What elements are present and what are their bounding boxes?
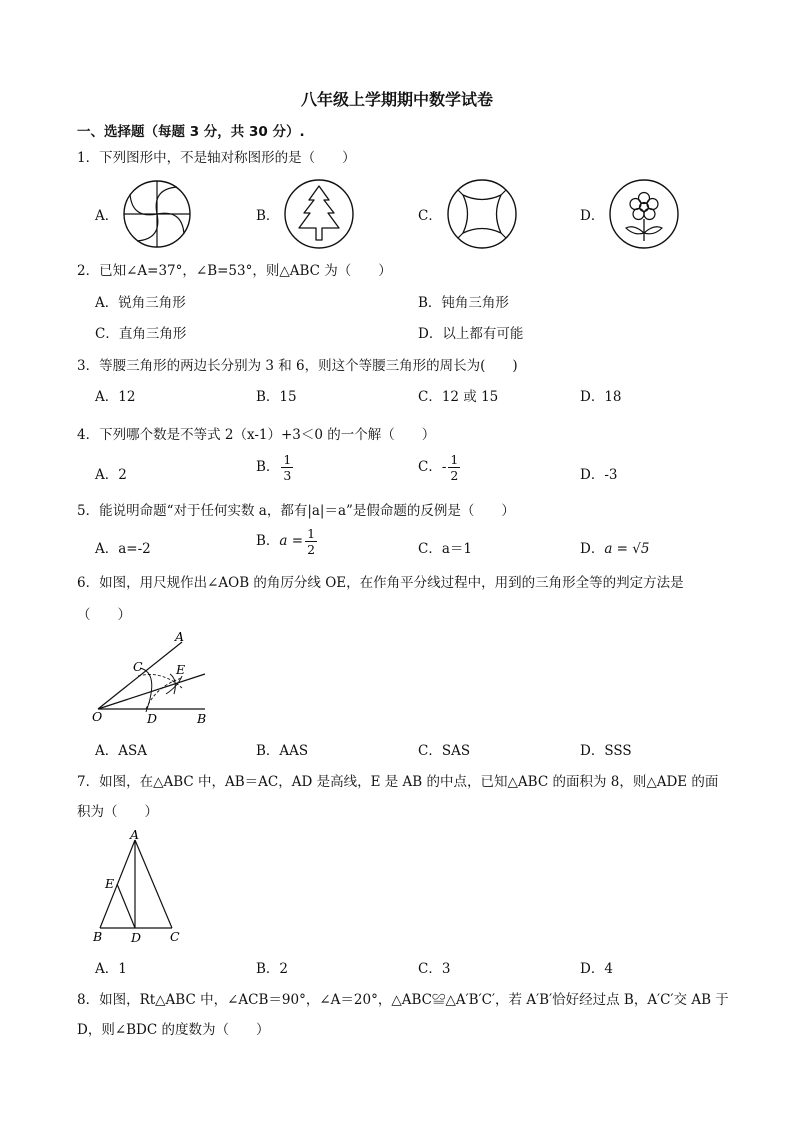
numerator: 1 (283, 452, 292, 467)
q1-option-b: B． (256, 208, 280, 224)
label-a: A (130, 827, 140, 842)
pinwheel-circle-figure (122, 179, 192, 249)
page-title: 八年级上学期期中数学试卷 (300, 90, 493, 109)
q2-option-d: D．以上都有可能 (418, 326, 524, 342)
question-6-paren: （ ） (77, 607, 131, 623)
q4-option-c (418, 452, 460, 483)
label-b: B (197, 711, 207, 726)
label-a: A (175, 629, 185, 644)
question-8: 8．如图，Rt△ABC 中，∠ACB＝90°，∠A＝20°，△ABC≌△A′B′C′，若 A′B′恰好经过点 B，A′C′交 AB 于 (77, 992, 729, 1008)
q3-option-b: B．15 (256, 389, 297, 405)
q3-option-c: C．12 或 15 (418, 389, 499, 405)
question-6: 6．如图，用尺规作出∠AOB 的角厉分线 OE，在作角平分线过程中，用到的三角形全等的判定方法是 (77, 575, 684, 591)
label-b: B (93, 929, 103, 944)
numerator: 1 (450, 452, 459, 467)
q5-option-c: C．a＝1 (418, 541, 472, 557)
q6-option-a: A．ASA (95, 743, 147, 759)
triangle-abc-figure (90, 828, 190, 948)
question-1: 1．下列图形中，不是轴对称图形的是（ ） (77, 150, 356, 166)
denominator: 2 (450, 468, 459, 483)
q1-option-a: A． (95, 208, 119, 224)
label-e: E (176, 662, 186, 677)
q4-option-b (256, 452, 293, 483)
angle-bisector-figure (90, 628, 220, 728)
q5-option-b-prefix: B． (256, 533, 280, 549)
question-3: 3．等腰三角形的两边长分别为 3 和 6，则这个等腰三角形的周长为( ) (77, 358, 518, 374)
q3-option-a: A．12 (95, 389, 136, 405)
fraction (281, 452, 293, 483)
label-d: D (147, 711, 158, 726)
q4-option-c-prefix: C．- (418, 459, 447, 475)
q5-option-a: A．a=-2 (95, 541, 151, 557)
label-e: E (105, 876, 115, 891)
q4-option-d: D．-3 (580, 467, 618, 483)
q5-option-d-prefix: D． (580, 541, 605, 557)
q7-option-d: D．4 (580, 961, 613, 977)
concave-square-circle-figure (446, 178, 518, 250)
question-8-line2: D，则∠BDC 的度数为（ ） (77, 1022, 270, 1038)
flower-circle-figure (608, 178, 680, 250)
question-7: 7．如图，在△ABC 中，AB＝AC，AD 是高线，E 是 AB 的中点，已知△ABC 的面积为 8，则△ADE 的面 (77, 774, 719, 790)
section-heading: 一、选择题（每题 3 分，共 30 分）. (77, 124, 305, 140)
question-7-line2: 积为（ ） (77, 804, 158, 820)
numerator: 1 (307, 526, 316, 541)
q6-option-c: C．SAS (418, 743, 471, 759)
tree-circle-figure (283, 178, 355, 250)
label-c: C (133, 659, 143, 674)
q7-option-c: C．3 (418, 961, 451, 977)
q1-option-d: D． (580, 208, 605, 224)
q2-option-b: B．钝角三角形 (418, 295, 509, 311)
q4-option-b-prefix: B． (256, 459, 280, 475)
label-o: O (92, 709, 103, 724)
denominator: 2 (307, 542, 316, 557)
q3-option-d: D．18 (580, 389, 622, 405)
fraction (305, 526, 317, 557)
question-4: 4．下列哪个数是不等式 2（x-1）+3＜0 的一个解（ ） (77, 427, 436, 443)
q6-option-b: B．AAS (256, 743, 309, 759)
q5-option-d (580, 537, 649, 557)
fraction (448, 452, 460, 483)
q4-option-a: A．2 (95, 467, 127, 483)
label-c: C (170, 929, 180, 944)
q2-option-a: A．锐角三角形 (95, 295, 186, 311)
q7-option-a: A．1 (95, 961, 127, 977)
question-2: 2．已知∠A=37°，∠B=53°，则△ABC 为（ ） (77, 263, 392, 279)
q1-option-c: C． (418, 208, 442, 224)
q5-option-b (256, 526, 317, 557)
q2-option-c: C．直角三角形 (95, 326, 187, 342)
q7-option-b: B．2 (256, 961, 289, 977)
label-d: D (131, 930, 142, 945)
sqrt-expression: a = √5 (604, 541, 650, 557)
question-5: 5．能说明命题“对于任何实数 a，都有|a|＝a”是假命题的反例是（ ） (77, 503, 515, 519)
variable: a = (279, 533, 304, 549)
q6-option-d: D．SSS (580, 743, 632, 759)
denominator: 3 (283, 468, 292, 483)
